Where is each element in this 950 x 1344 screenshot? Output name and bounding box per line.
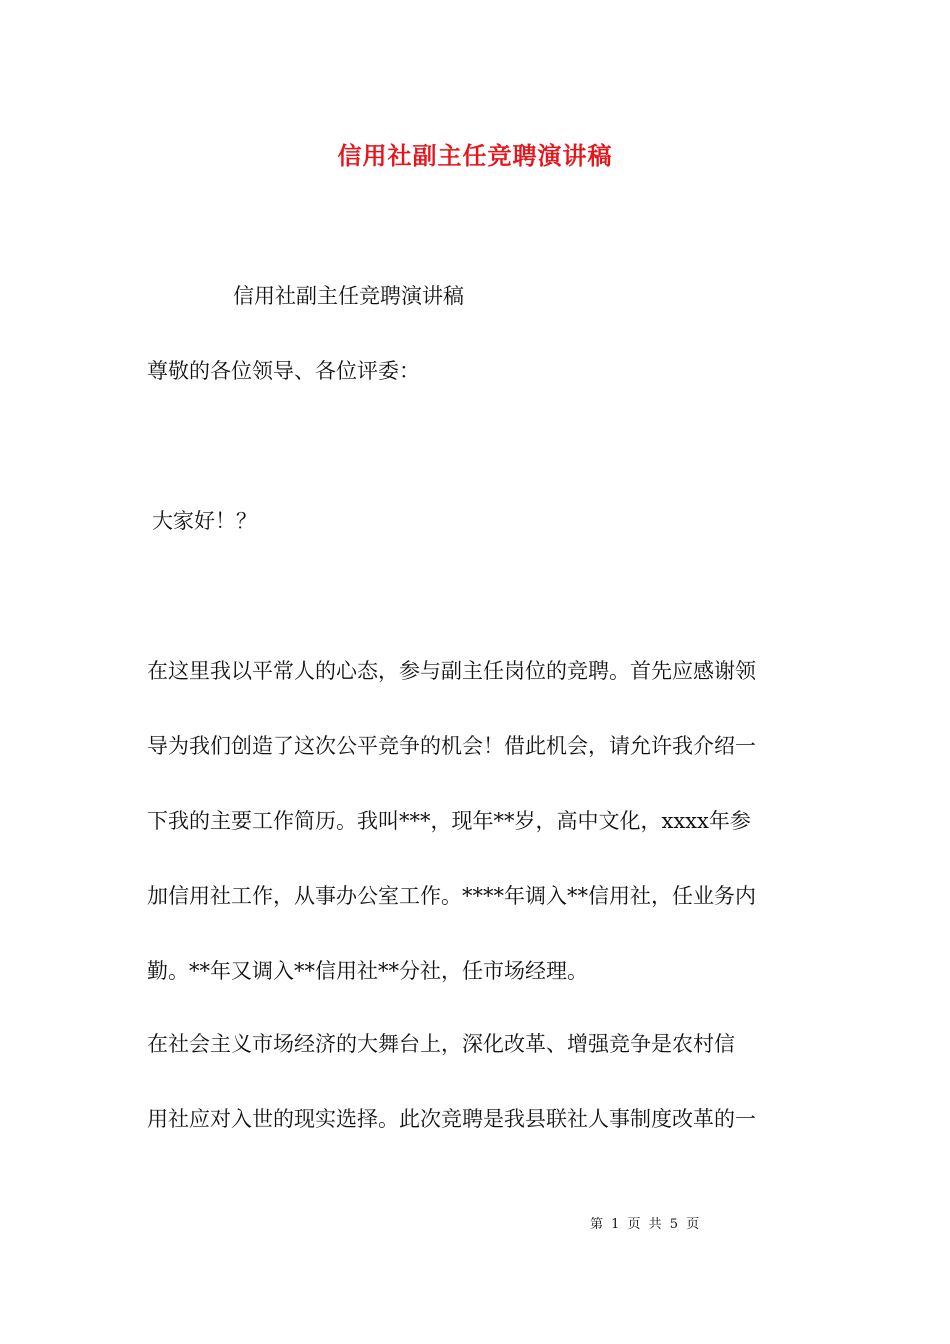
paragraph-line: 在社会主义市场经济的大舞台上，深化改革、增强竞争是农村信 (147, 1032, 735, 1056)
paragraph-line: 加信用社工作，从事办公室工作。****年调入**信用社，任业务内 (147, 884, 756, 908)
document-subtitle: 信用社副主任竞聘演讲稿 (233, 284, 464, 308)
greeting-line: 大家好！？ (152, 509, 257, 533)
paragraph-line: 导为我们创造了这次公平竞争的机会！借此机会，请允许我介绍一 (147, 734, 756, 758)
document-title: 信用社副主任竞聘演讲稿 (337, 141, 613, 170)
page-number-footer: 第 1 页 共 5 页 (590, 1217, 700, 1232)
salutation-line: 尊敬的各位领导、各位评委： (147, 359, 420, 383)
paragraph-line: 勤。**年又调入**信用社**分社，任市场经理。 (147, 959, 588, 983)
paragraph-line: 用社应对入世的现实选择。此次竞聘是我县联社人事制度改革的一 (147, 1107, 756, 1131)
paragraph-line: 下我的主要工作简历。我叫***，现年**岁，高中文化，xxxx年参 (147, 809, 751, 833)
paragraph-line: 在这里我以平常人的心态，参与副主任岗位的竞聘。首先应感谢领 (147, 659, 756, 683)
